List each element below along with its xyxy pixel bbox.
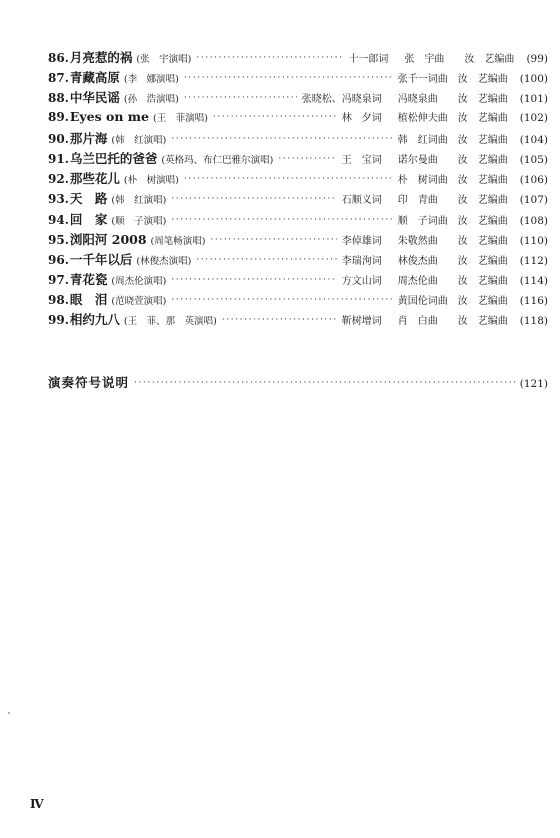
entry-arranger: 汝 艺编曲 xyxy=(457,276,508,288)
toc-entry xyxy=(48,230,548,250)
entry-singer: (韩 红演唱) xyxy=(111,134,167,146)
entry-credits xyxy=(398,131,520,146)
entry-singer: (孙 浩演唱) xyxy=(123,94,179,106)
toc-entry xyxy=(48,210,548,230)
leader-dots xyxy=(171,215,392,225)
entry-arranger: 汝 艺编曲 xyxy=(457,255,508,267)
leader-dots xyxy=(184,73,393,83)
entry-number: 94. xyxy=(48,212,69,227)
entry-page-number: (100) xyxy=(519,73,548,86)
entry-lyricist: 王 宝词 xyxy=(341,154,382,166)
entry-singer: (朴 树演唱) xyxy=(123,175,179,187)
entry-credits xyxy=(398,212,520,227)
entry-singer: (英格玛、布仁巴雅尔演唱) xyxy=(161,154,274,166)
toc-entry xyxy=(48,189,548,209)
entry-singer: (林俊杰演唱) xyxy=(136,255,192,267)
entry-composer: 诺尔曼曲 xyxy=(397,154,438,166)
entry-composer: 肖 白曲 xyxy=(397,316,438,328)
entry-credits xyxy=(342,252,520,267)
leader-dots xyxy=(196,53,343,63)
entry-title: 那片海 xyxy=(69,130,108,146)
entry-number: 96. xyxy=(48,252,69,267)
toc-list xyxy=(48,48,548,331)
entry-credits xyxy=(342,191,520,206)
entry-page-number: (118) xyxy=(519,315,548,328)
entry-credits xyxy=(342,272,520,287)
entry-title: 浏阳河 2008 xyxy=(69,231,147,247)
entry-composer: 黄国伦词曲 xyxy=(397,296,448,308)
entry-page-number: (99) xyxy=(526,53,548,65)
entry-credits xyxy=(342,151,520,166)
entry-title: Eyes on me xyxy=(69,108,149,124)
leader-dots xyxy=(184,174,393,184)
entry-composer: 林俊杰曲 xyxy=(397,255,438,267)
entry-credits xyxy=(348,50,526,65)
entry-page-number: (110) xyxy=(519,234,548,247)
entry-lyricist: 林 夕词 xyxy=(341,112,382,124)
entry-singer: (王 菲、那 英演唱) xyxy=(123,316,217,328)
leader-dots xyxy=(210,235,336,245)
entry-page-number: (114) xyxy=(519,275,548,288)
entry-composer: 张 宇曲 xyxy=(404,54,445,65)
entry-composer: 朴 树词曲 xyxy=(397,175,448,187)
entry-lyricist: 石顺义词 xyxy=(341,195,382,207)
entry-composer: 韩 红词曲 xyxy=(397,134,448,146)
entry-singer: (王 菲演唱) xyxy=(152,112,208,124)
entry-singer: (韩 红演唱) xyxy=(111,195,167,207)
entry-number: 91. xyxy=(48,151,69,166)
entry-composer: 朱敬然曲 xyxy=(397,235,438,247)
entry-lyricist: 李倬雄词 xyxy=(341,235,382,247)
entry-lyricist: 李瑞洵词 xyxy=(341,255,382,267)
entry-arranger: 汝 艺编曲 xyxy=(457,134,508,146)
leader-dots xyxy=(184,93,297,103)
leader-dots xyxy=(171,275,336,285)
entry-title: 月亮惹的祸 xyxy=(69,50,133,65)
entry-credits xyxy=(398,70,520,85)
entry-arranger: 汝 艺编曲 xyxy=(457,74,508,86)
entry-singer: (周笔畅演唱) xyxy=(150,235,206,247)
entry-arranger: 汝 艺编曲 xyxy=(457,316,508,328)
entry-number: 97. xyxy=(48,273,69,288)
entry-title: 回 家 xyxy=(69,211,108,227)
entry-arranger: 汝 艺编曲 xyxy=(457,112,508,124)
entry-page-number: (107) xyxy=(519,194,548,207)
entry-number: 90. xyxy=(48,131,69,146)
entry-credits xyxy=(342,232,520,247)
entry-composer: 印 青曲 xyxy=(397,195,438,207)
entry-number: 99. xyxy=(48,313,69,328)
entry-page-number: (104) xyxy=(519,133,548,146)
toc-entry xyxy=(48,250,548,270)
leader-dots xyxy=(213,112,337,122)
entry-number: 93. xyxy=(48,192,69,207)
entry-page-number: (106) xyxy=(519,174,548,187)
toc-entry xyxy=(48,149,548,169)
entry-title: 眼 泪 xyxy=(69,292,108,308)
entry-title: 青花瓷 xyxy=(69,272,108,288)
toc-entry xyxy=(48,129,548,149)
entry-title: 那些花儿 xyxy=(69,171,120,187)
entry-page-number: (105) xyxy=(519,153,548,166)
leader-dots xyxy=(196,255,336,265)
entry-number: 92. xyxy=(48,172,69,187)
leader-dots xyxy=(171,295,392,305)
entry-number: 95. xyxy=(48,232,69,247)
toc-entry xyxy=(48,48,548,68)
entry-number: 88. xyxy=(48,91,69,106)
entry-number: 87. xyxy=(48,71,69,86)
entry-arranger: 汝 艺编曲 xyxy=(457,296,508,308)
entry-page-number: (102) xyxy=(519,111,548,124)
toc-appendix-entry xyxy=(48,373,548,391)
toc-entry xyxy=(48,310,548,330)
entry-composer: 冯晓泉曲 xyxy=(397,94,438,106)
entry-page-number: (112) xyxy=(519,254,548,267)
appendix-title: 演奏符号说明 xyxy=(48,375,130,390)
entry-singer: (顺 子演唱) xyxy=(111,215,167,227)
toc-entry xyxy=(48,169,548,189)
entry-lyricist: 方文山词 xyxy=(341,276,382,288)
entry-arranger: 汝 艺编曲 xyxy=(464,54,515,65)
entry-credits xyxy=(398,171,520,186)
page-number: Ⅳ xyxy=(30,797,44,811)
leader-dots xyxy=(278,154,336,164)
toc-entry xyxy=(48,68,548,88)
entry-number: 89. xyxy=(48,109,69,124)
entry-title: 天 路 xyxy=(69,191,108,207)
entry-singer: (李 娜演唱) xyxy=(123,74,179,86)
entry-page-number: (108) xyxy=(519,214,548,227)
leader-dots xyxy=(171,194,336,204)
entry-number: 86. xyxy=(48,51,69,65)
leader-dots xyxy=(171,134,392,144)
entry-composer: 张千一词曲 xyxy=(397,74,448,86)
entry-lyricist: 十一郎词 xyxy=(348,54,389,65)
entry-page-number: (101) xyxy=(519,93,548,106)
entry-composer: 周杰伦曲 xyxy=(397,276,438,288)
entry-arranger: 汝 艺编曲 xyxy=(457,235,508,247)
entry-lyricist: 靳树增词 xyxy=(341,316,382,328)
entry-title: 一千年以后 xyxy=(69,251,133,267)
entry-credits xyxy=(302,90,520,105)
entry-singer: (张 宇演唱) xyxy=(136,54,192,65)
entry-composer: 顺 子词曲 xyxy=(397,215,448,227)
appendix-page-number: (121) xyxy=(519,378,548,390)
entry-arranger: 汝 艺编曲 xyxy=(457,94,508,106)
scan-speck xyxy=(8,712,10,714)
entry-credits xyxy=(342,109,520,124)
entry-singer: (周杰伦演唱) xyxy=(111,276,167,288)
entry-arranger: 汝 艺编曲 xyxy=(457,195,508,207)
entry-credits xyxy=(342,312,520,327)
entry-lyricist: 张晓松、冯晓泉词 xyxy=(301,94,382,106)
entry-page-number: (116) xyxy=(519,295,548,308)
entry-title: 青藏高原 xyxy=(69,70,120,86)
leader-dots xyxy=(222,315,337,325)
toc-entry xyxy=(48,88,548,108)
entry-credits xyxy=(398,292,520,307)
entry-singer: (范晓萱演唱) xyxy=(111,296,167,308)
entry-arranger: 汝 艺编曲 xyxy=(457,215,508,227)
toc-entry xyxy=(48,270,548,290)
entry-arranger: 汝 艺编曲 xyxy=(457,175,508,187)
entry-composer: 植松伸夫曲 xyxy=(397,112,448,124)
leader-dots xyxy=(134,378,515,388)
entry-number: 98. xyxy=(48,293,69,308)
entry-title: 相约九八 xyxy=(69,312,120,328)
entry-arranger: 汝 艺编曲 xyxy=(457,154,508,166)
entry-title: 乌兰巴托的爸爸 xyxy=(69,150,158,166)
toc-entry xyxy=(48,290,548,310)
entry-title: 中华民谣 xyxy=(69,90,120,106)
toc-entry xyxy=(48,109,548,129)
